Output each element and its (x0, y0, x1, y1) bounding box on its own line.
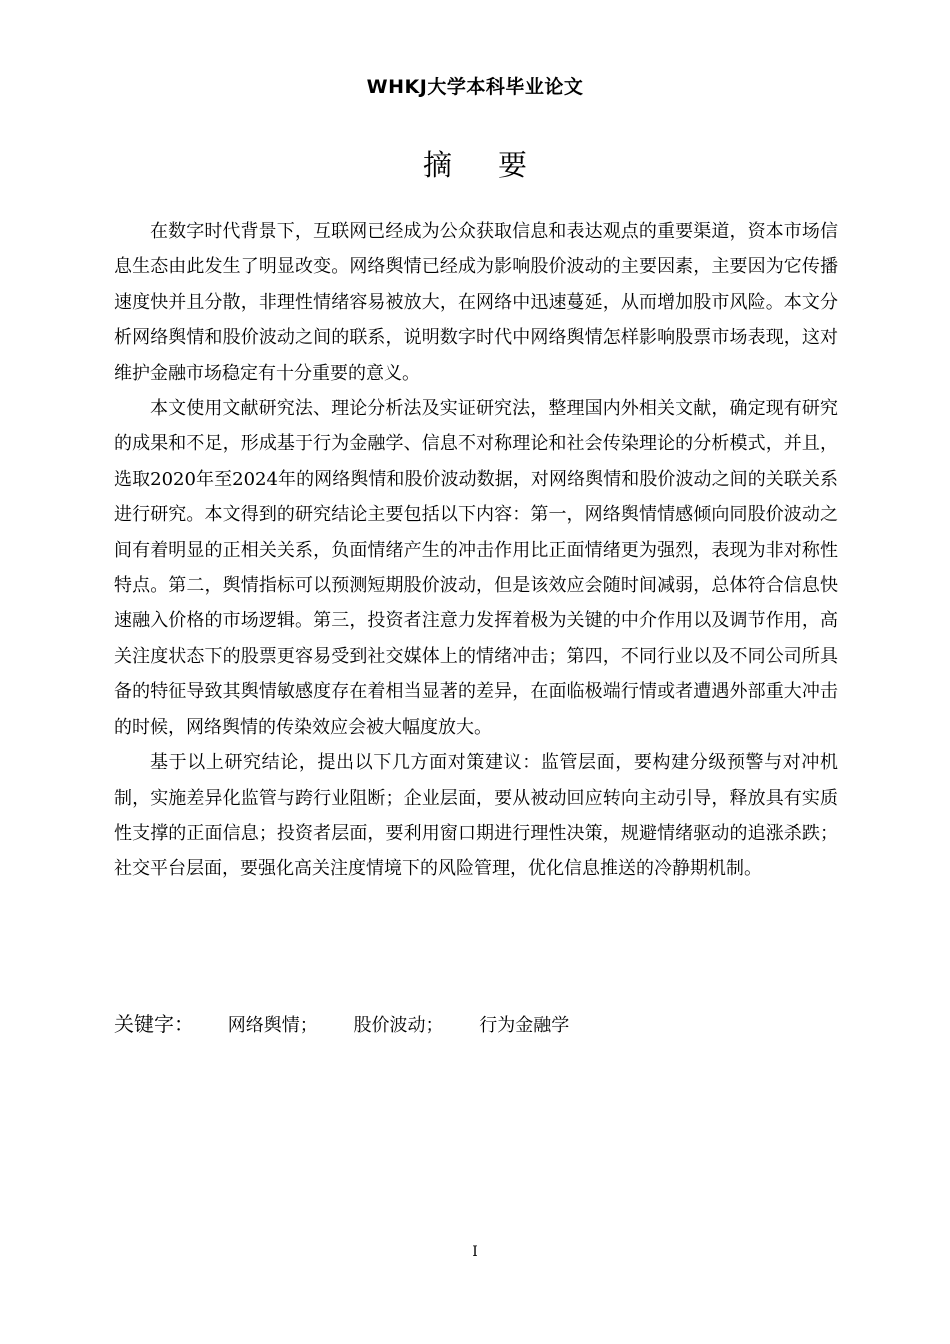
keywords-line (114, 1010, 838, 1040)
abstract-paragraph-1: 在数字时代背景下，互联网已经成为公众获取信息和表达观点的重要渠道，资本市场信息生态由此发生了明显改变。网络舆情已经成为影响股价波动的主要因素，主要因为它传播速度快并且分散，非理性情绪容易被放大，在网络中迅速蔓延，从而增加股市风险。本文分析网络舆情和股价波动之间的联系，说明数字时代中网络舆情怎样影响股票市场表现，这对维护金融市场稳定有十分重要的意义。 (114, 221, 838, 384)
keyword-1: 网络舆情； (227, 1015, 318, 1036)
keyword-3: 行为金融学 (479, 1015, 570, 1036)
page-header: WHKJ大学本科毕业论文 (366, 76, 584, 98)
keywords-label: 关键字： (114, 1012, 194, 1036)
abstract-paragraph-2: 本文使用文献研究法、理论分析法及实证研究法，整理国内外相关文献，确定现有研究的成果和不足，形成基于行为金融学、信息不对称理论和社会传染理论的分析模式，并且，选取2020年至2024年的网络舆情和股价波动数据，对网络舆情和股价波动之间的关联关系进行研究。本文得到的研究结论主要包括以下内容：第一，网络舆情情感倾向同股价波动之间有着明显的正相关关系，负面情绪产生的冲击作用比正面情绪更为强烈，表现为非对称性特点。第二，舆情指标可以预测短期股价波动，但是该效应会随时间减弱，总体符合信息快速融入价格的市场逻辑。第三，投资者注意力发挥着极为关键的中介作用以及调节作用，高关注度状态下的股票更容易受到社交媒体上的情绪冲击；第四，不同行业以及不同公司所具备的特征导致其舆情敏感度存在着相当显著的差异，在面临极端行情或者遭遇外部重大冲击的时候，网络舆情的传染效应会被大幅度放大。 (114, 398, 838, 738)
abstract-body (114, 214, 838, 887)
keyword-2: 股价波动； (353, 1015, 444, 1036)
page-number: I (472, 1244, 478, 1260)
abstract-title: 摘要 (422, 148, 573, 182)
abstract-paragraph-3: 基于以上研究结论，提出以下几方面对策建议：监管层面，要构建分级预警与对冲机制，实施差异化监管与跨行业阻断；企业层面，要从被动回应转向主动引导，释放具有实质性支撑的正面信息；投资者层面，要利用窗口期进行理性决策，规避情绪驱动的追涨杀跌；社交平台层面，要强化高关注度情境下的风险管理，优化信息推送的冷静期机制。 (114, 752, 838, 880)
